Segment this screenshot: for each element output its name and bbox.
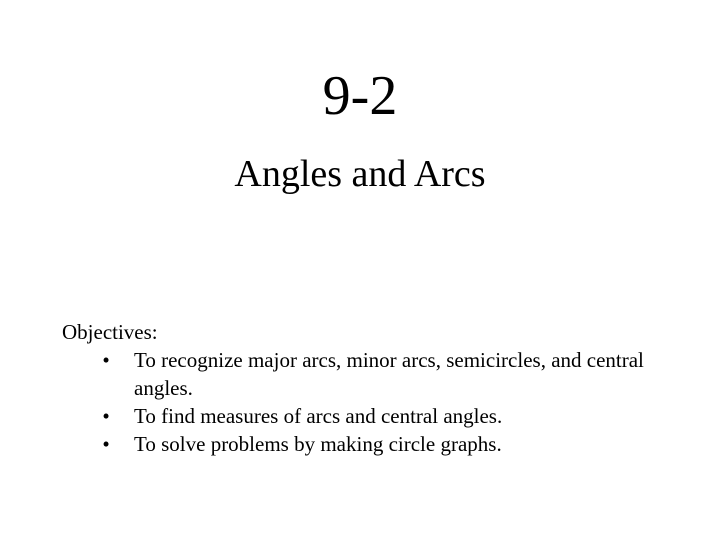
bullet-icon: • (102, 404, 110, 428)
objective-item (62, 346, 682, 402)
objective-item (62, 430, 682, 458)
bullet-icon: • (102, 348, 110, 372)
objectives-section (62, 318, 682, 458)
objective-text: To find measures of arcs and central angles. (134, 404, 503, 428)
objective-text: To recognize major arcs, minor arcs, semicircles, and central angles. (134, 348, 644, 400)
bullet-icon: • (102, 432, 110, 456)
objectives-list (62, 346, 682, 458)
objectives-heading: Objectives: (62, 320, 158, 344)
slide-title: 9-2 (322, 65, 398, 127)
objective-item (62, 402, 682, 430)
objective-text: To solve problems by making circle graphs. (134, 432, 502, 456)
slide-subtitle: Angles and Arcs (234, 153, 486, 195)
